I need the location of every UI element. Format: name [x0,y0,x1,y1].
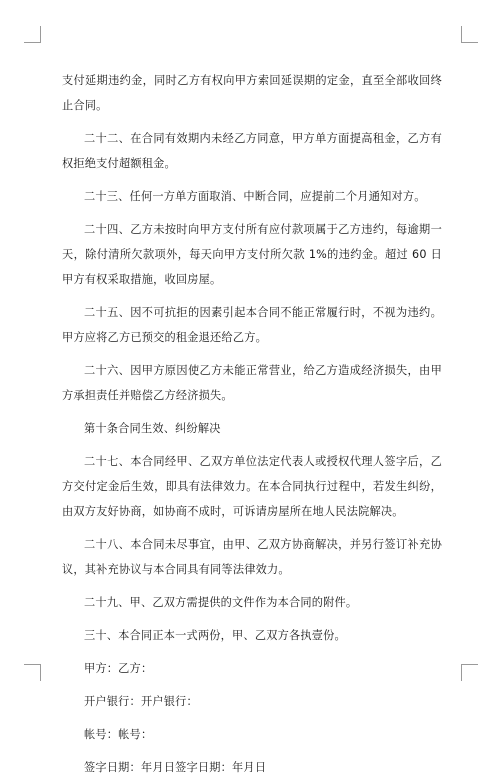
document-body [62,68,442,780]
paragraph-clause-27: 二十七、本合同经甲、乙双方单位法定代表人或授权代理人签字后，乙方交付定金后生效，即具有法律效力。在本合同执行过程中，若发生纠纷，由双方友好协商，如协商不成时，可诉请房屋所在地人民法院解决。 [62,455,442,518]
signature-date-line: 签字日期：年月日签字日期：年月日 [84,761,267,774]
paragraph-clause-25: 二十五、因不可抗拒的因素引起本合同不能正常履行时，不视为违约。甲方应将乙方已预交的租金退还给乙方。 [62,306,442,344]
paragraph-clause-26: 二十六、因甲方原因使乙方未能正常营业，给乙方造成经济损失，由甲方承担责任并赔偿乙方经济损失。 [62,364,442,402]
signature-parties-line: 甲方：乙方： [84,662,153,675]
paragraph-clause-22: 二十二、在合同有效期内未经乙方同意，甲方单方面提高租金，乙方有权拒绝支付超额租金。 [62,132,442,170]
paragraph-clause-24: 二十四、乙方未按时向甲方支付所有应付款项属于乙方违约，每逾期一天，除付清所欠款项外，每天向甲方支付所欠款 1%的违约金。超过 60 日甲方有权采取措施，收回房屋。 [62,223,442,286]
signature-bank-line: 开户银行：开户银行： [84,695,198,708]
page-corner-top-right [461,26,478,43]
paragraph-clause-23: 二十三、任何一方单方面取消、中断合同，应提前二个月通知对方。 [84,190,426,203]
paragraph-continued-clause: 支付延期违约金，同时乙方有权向甲方索回延误期的定金，直至全部收回终止合同。 [62,74,442,112]
page-corner-bottom-right [461,664,478,681]
paragraph-clause-30: 三十、本合同正本一式两份，甲、乙双方各执壹份。 [84,629,346,642]
paragraph-clause-29: 二十九、甲、乙双方需提供的文件作为本合同的附件。 [84,596,358,609]
paragraph-clause-28: 二十八、本合同未尽事宜，由甲、乙双方协商解决，并另行签订补充协议，其补充协议与本合同具有同等法律效力。 [62,538,442,576]
page-corner-top-left [24,26,41,43]
section-heading-article-10: 第十条合同生效、纠纷解决 [84,422,221,435]
page-corner-bottom-left [24,664,41,681]
signature-account-line: 帐号：帐号： [84,728,153,741]
